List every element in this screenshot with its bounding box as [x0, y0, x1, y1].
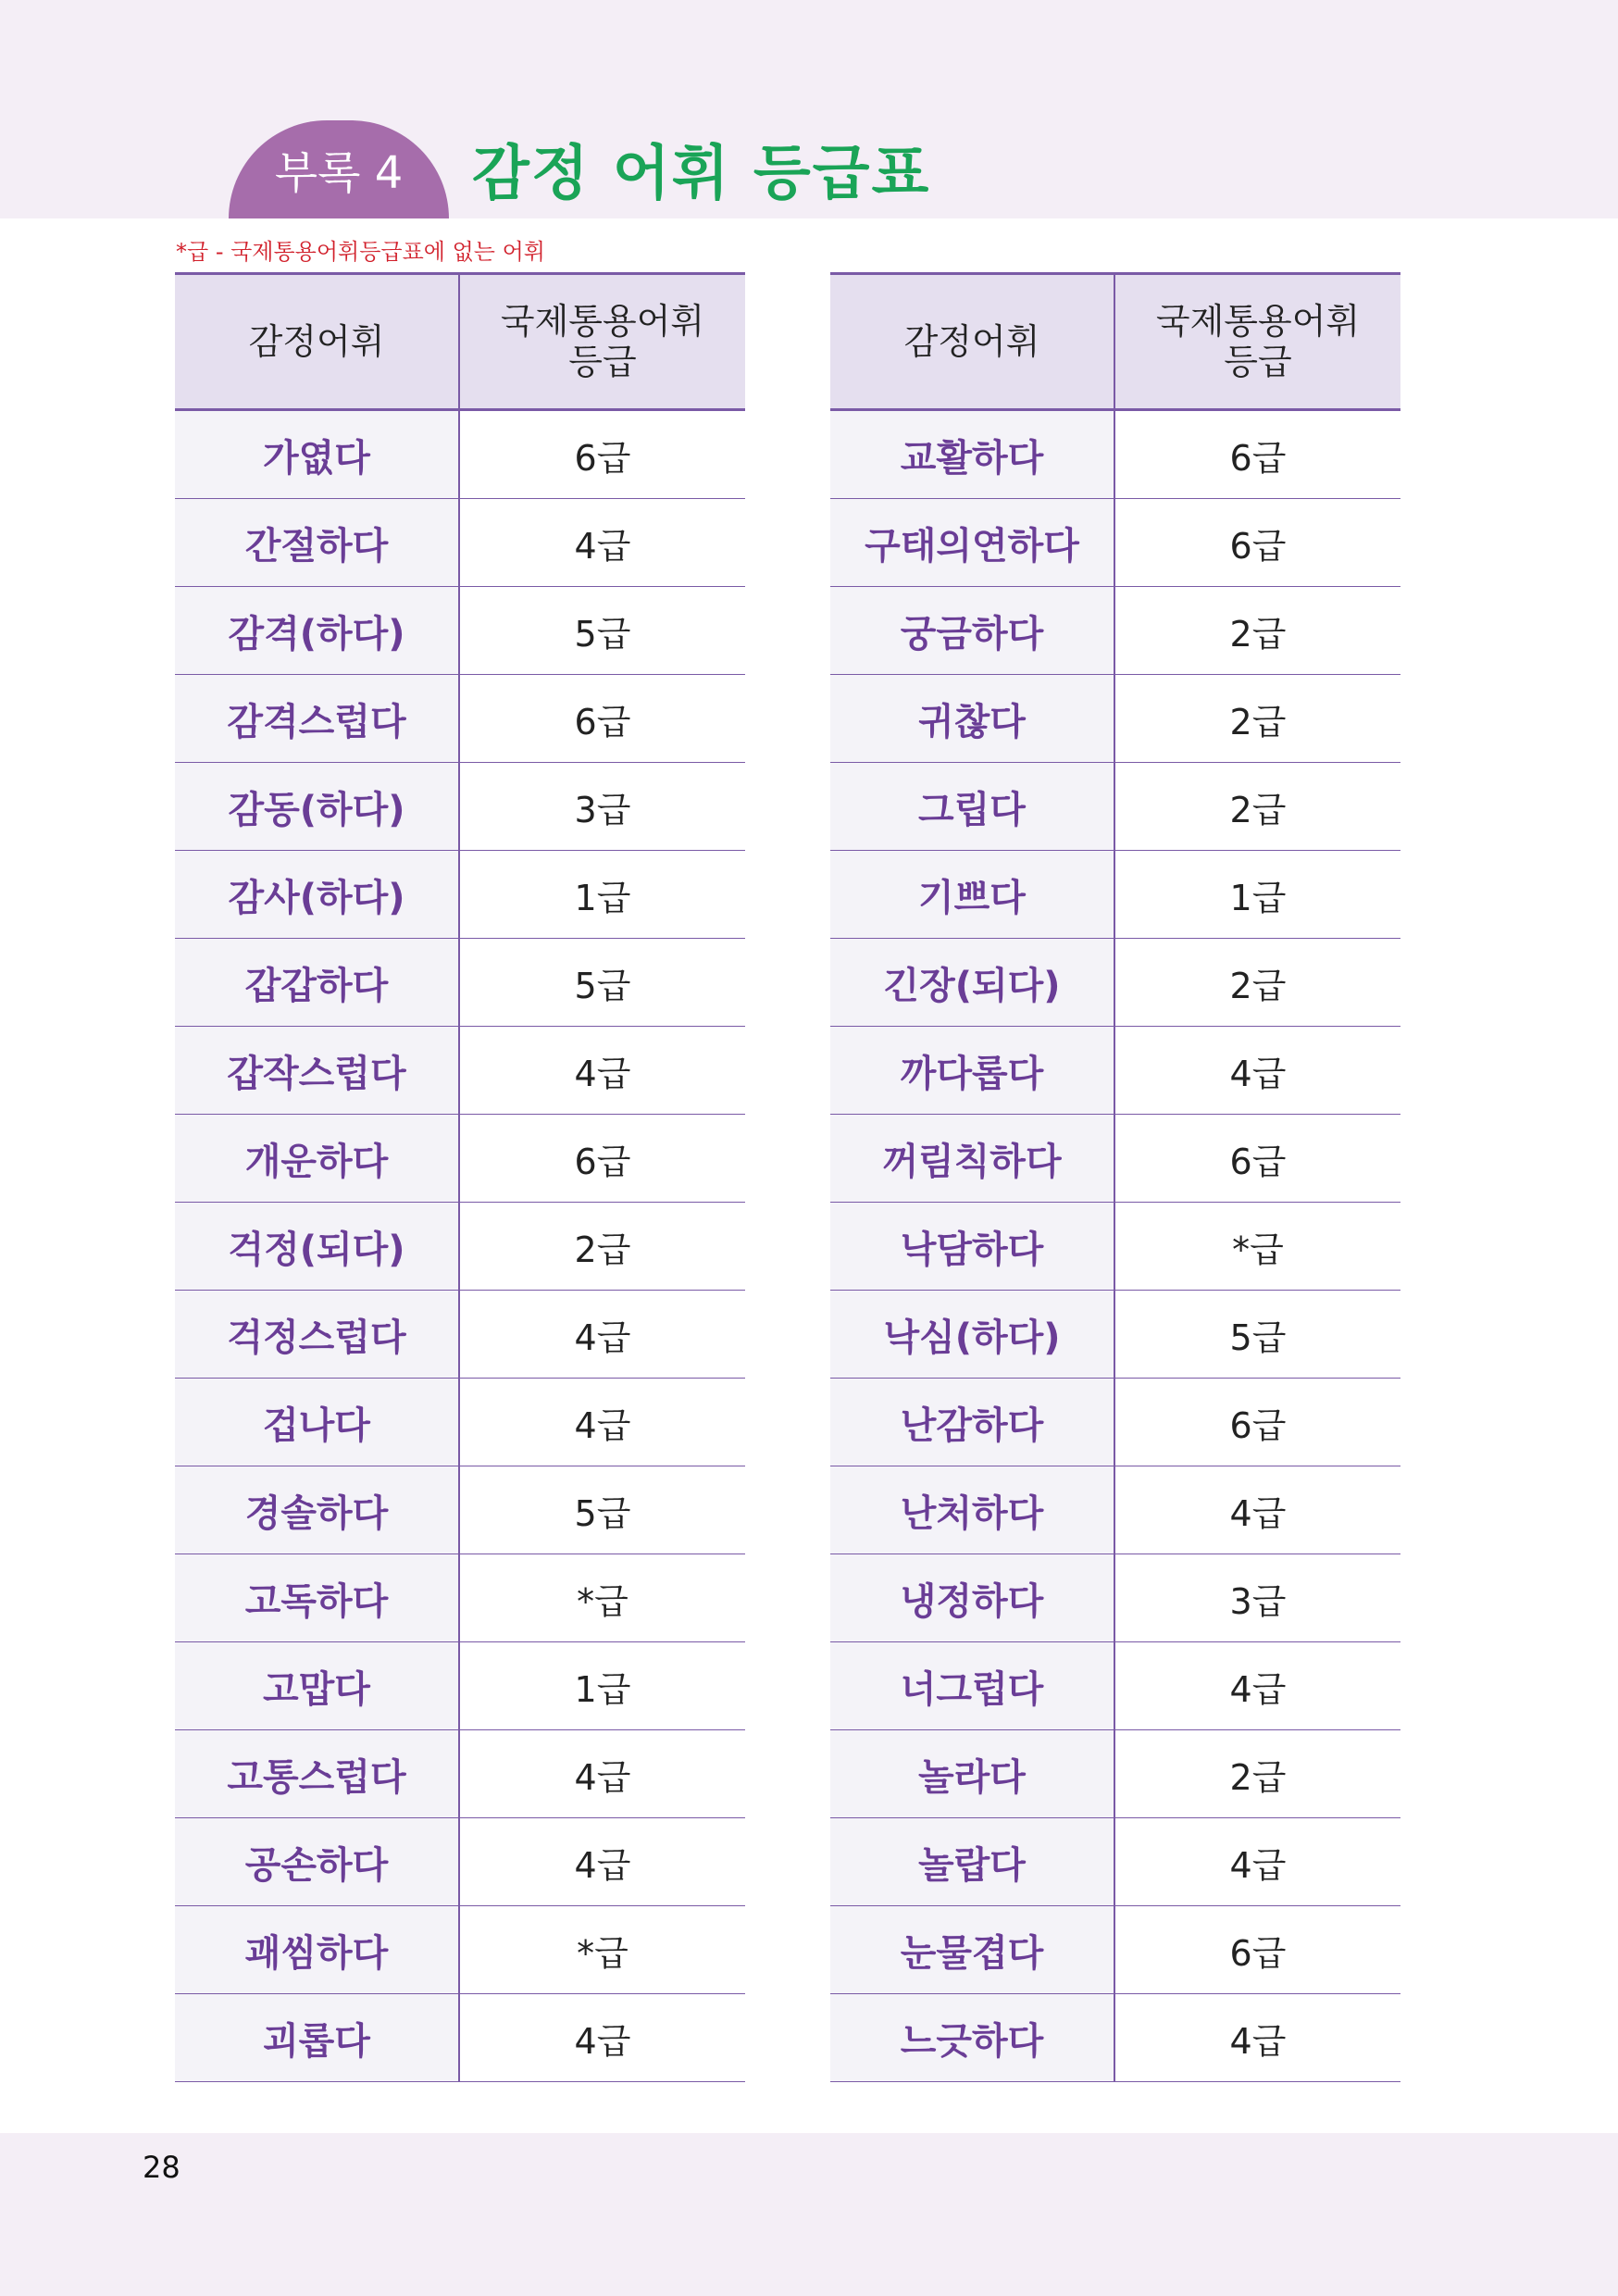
- emotion-word-cell: 기쁘다: [830, 851, 1114, 939]
- grade-cell: 1급: [459, 1642, 745, 1730]
- grade-cell: 6급: [1114, 1906, 1400, 1994]
- emotion-word-cell: 갑작스럽다: [175, 1027, 459, 1115]
- column-header-word: [175, 274, 459, 410]
- emotion-word-cell: 난처하다: [830, 1466, 1114, 1554]
- emotion-word-cell: 놀라다: [830, 1730, 1114, 1818]
- footnote: *급 - 국제통용어휘등급표에 없는 어휘: [176, 239, 545, 265]
- emotion-word-cell: 걱정스럽다: [175, 1291, 459, 1379]
- table-row: [175, 1291, 745, 1379]
- table-row: [830, 587, 1400, 675]
- table-row: [175, 1466, 745, 1554]
- emotion-word-cell: 경솔하다: [175, 1466, 459, 1554]
- grade-cell: 4급: [459, 1291, 745, 1379]
- table-row: [175, 1994, 745, 2082]
- emotion-word-cell: 교활하다: [830, 410, 1114, 499]
- table-row: [830, 763, 1400, 851]
- emotion-word-cell: 긴장(되다): [830, 939, 1114, 1027]
- emotion-word-cell: 냉정하다: [830, 1554, 1114, 1642]
- table-body-right: [830, 410, 1400, 2082]
- table-row: [175, 1027, 745, 1115]
- table-row: [175, 499, 745, 587]
- grade-cell: 6급: [1114, 499, 1400, 587]
- grade-cell: 4급: [459, 1379, 745, 1466]
- grade-cell: 5급: [459, 939, 745, 1027]
- emotion-word-cell: 고맙다: [175, 1642, 459, 1730]
- table-row: [830, 499, 1400, 587]
- grade-cell: 2급: [1114, 939, 1400, 1027]
- emotion-word-cell: 걱정(되다): [175, 1203, 459, 1291]
- grade-cell: 6급: [1114, 1379, 1400, 1466]
- grade-cell: 6급: [1114, 410, 1400, 499]
- grade-cell: 2급: [459, 1203, 745, 1291]
- table-row: [175, 1730, 745, 1818]
- grade-cell: *급: [459, 1906, 745, 1994]
- table-row: [175, 763, 745, 851]
- page-title: 감정 어휘 등급표: [472, 140, 931, 208]
- emotion-word-cell: 개운하다: [175, 1115, 459, 1203]
- emotion-word-cell: 궁금하다: [830, 587, 1114, 675]
- emotion-word-cell: 난감하다: [830, 1379, 1114, 1466]
- emotion-word-cell: 눈물겹다: [830, 1906, 1114, 1994]
- grade-cell: 1급: [459, 851, 745, 939]
- table-row: [175, 1554, 745, 1642]
- emotion-word-cell: 감사(하다): [175, 851, 459, 939]
- table-row: [830, 1291, 1400, 1379]
- table-row: [830, 851, 1400, 939]
- table-row: [175, 587, 745, 675]
- grade-cell: 5급: [459, 587, 745, 675]
- emotion-word-cell: 느긋하다: [830, 1994, 1114, 2082]
- table-row: [830, 1994, 1400, 2082]
- column-header-grade-line2: 등급: [568, 342, 637, 382]
- grade-cell: 2급: [1114, 587, 1400, 675]
- grade-cell: *급: [1114, 1203, 1400, 1291]
- emotion-word-cell: 겁나다: [175, 1379, 459, 1466]
- column-header-grade: [1114, 274, 1400, 410]
- table-row: [830, 675, 1400, 763]
- grade-cell: 4급: [459, 1818, 745, 1906]
- grade-cell: 5급: [459, 1466, 745, 1554]
- emotion-word-cell: 놀랍다: [830, 1818, 1114, 1906]
- column-header-grade-line1: 국제통용어휘: [500, 301, 705, 342]
- footer-band: [0, 2133, 1618, 2296]
- grade-cell: 2급: [1114, 763, 1400, 851]
- column-header-word: [830, 274, 1114, 410]
- grade-cell: 4급: [1114, 1466, 1400, 1554]
- appendix-label: 부록 4: [274, 147, 404, 199]
- grade-cell: 4급: [1114, 1818, 1400, 1906]
- emotion-word-cell: 감격스럽다: [175, 675, 459, 763]
- table-row: [830, 1379, 1400, 1466]
- grade-cell: 2급: [1114, 1730, 1400, 1818]
- table-body-left: [175, 410, 745, 2082]
- column-header-grade: [459, 274, 745, 410]
- grade-cell: 4급: [1114, 1027, 1400, 1115]
- table-row: [830, 1554, 1400, 1642]
- table-row: [175, 939, 745, 1027]
- grade-cell: 4급: [459, 1994, 745, 2082]
- grade-cell: 4급: [1114, 1642, 1400, 1730]
- column-header-word-label: 감정어휘: [903, 321, 1040, 362]
- emotion-word-cell: 고독하다: [175, 1554, 459, 1642]
- table-header-row: [830, 274, 1400, 410]
- table-row: [175, 1642, 745, 1730]
- table-row: [175, 1115, 745, 1203]
- vocab-table-right: [830, 272, 1400, 2082]
- table-row: [175, 1379, 745, 1466]
- emotion-word-cell: 괴롭다: [175, 1994, 459, 2082]
- table-row: [830, 1466, 1400, 1554]
- emotion-word-cell: 감격(하다): [175, 587, 459, 675]
- column-header-grade-line1: 국제통용어휘: [1155, 301, 1361, 342]
- table-row: [830, 1906, 1400, 1994]
- emotion-word-cell: 공손하다: [175, 1818, 459, 1906]
- emotion-word-cell: 갑갑하다: [175, 939, 459, 1027]
- page-number: 28: [143, 2150, 180, 2185]
- emotion-word-cell: 고통스럽다: [175, 1730, 459, 1818]
- grade-cell: 5급: [1114, 1291, 1400, 1379]
- table-row: [830, 1115, 1400, 1203]
- emotion-word-cell: 감동(하다): [175, 763, 459, 851]
- grade-cell: 4급: [459, 1730, 745, 1818]
- grade-cell: 3급: [459, 763, 745, 851]
- grade-cell: 6급: [459, 1115, 745, 1203]
- grade-cell: 1급: [1114, 851, 1400, 939]
- emotion-word-cell: 낙심(하다): [830, 1291, 1114, 1379]
- emotion-word-cell: 가엾다: [175, 410, 459, 499]
- emotion-word-cell: 괘씸하다: [175, 1906, 459, 1994]
- grade-cell: 4급: [459, 499, 745, 587]
- table-row: [175, 1818, 745, 1906]
- grade-cell: 4급: [459, 1027, 745, 1115]
- table-row: [830, 1818, 1400, 1906]
- emotion-word-cell: 꺼림칙하다: [830, 1115, 1114, 1203]
- grade-cell: 3급: [1114, 1554, 1400, 1642]
- grade-cell: 6급: [459, 675, 745, 763]
- table-row: [830, 1027, 1400, 1115]
- grade-cell: 6급: [1114, 1115, 1400, 1203]
- table-row: [830, 410, 1400, 499]
- grade-cell: 6급: [459, 410, 745, 499]
- grade-cell: 4급: [1114, 1994, 1400, 2082]
- column-header-grade-line2: 등급: [1224, 342, 1292, 382]
- emotion-word-cell: 너그럽다: [830, 1642, 1114, 1730]
- table-row: [175, 675, 745, 763]
- table-row: [830, 1642, 1400, 1730]
- grade-cell: *급: [459, 1554, 745, 1642]
- table-row: [175, 1906, 745, 1994]
- table-row: [830, 939, 1400, 1027]
- table-row: [830, 1730, 1400, 1818]
- emotion-word-cell: 까다롭다: [830, 1027, 1114, 1115]
- column-header-word-label: 감정어휘: [248, 321, 385, 362]
- emotion-word-cell: 그립다: [830, 763, 1114, 851]
- emotion-word-cell: 구태의연하다: [830, 499, 1114, 587]
- emotion-word-cell: 귀찮다: [830, 675, 1114, 763]
- grade-cell: 2급: [1114, 675, 1400, 763]
- emotion-word-cell: 간절하다: [175, 499, 459, 587]
- table-row: [175, 1203, 745, 1291]
- table-header-row: [175, 274, 745, 410]
- vocab-table-left: [175, 272, 745, 2082]
- table-row: [175, 851, 745, 939]
- emotion-word-cell: 낙담하다: [830, 1203, 1114, 1291]
- table-row: [175, 410, 745, 499]
- table-row: [830, 1203, 1400, 1291]
